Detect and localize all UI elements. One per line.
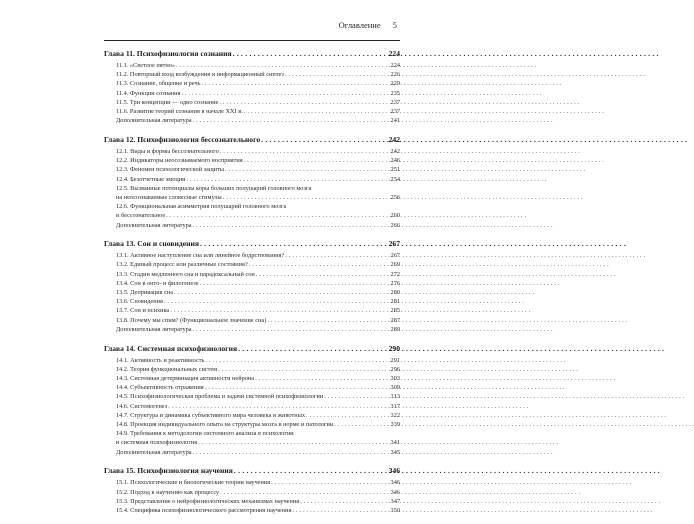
toc-entry[interactable] <box>104 98 400 107</box>
toc-entry-label: 11.3. Сознание, общение и речь <box>116 80 201 88</box>
dot-leader <box>292 506 389 515</box>
dot-leader <box>202 79 390 88</box>
toc-entry-page: 341 <box>390 439 400 447</box>
toc-entry[interactable] <box>104 61 400 70</box>
toc-entry[interactable] <box>104 107 400 116</box>
chapter-title: Глава 12. Психофизиология бессознательного <box>104 134 261 144</box>
dot-leader <box>205 383 390 392</box>
dot-leader <box>324 392 389 401</box>
toc-entry-page: 224 <box>390 62 400 69</box>
toc-entry-label: 13.7. Сон и психика <box>116 307 170 315</box>
toc-entry-label: 11.1. «Светлое пятно» <box>116 62 176 69</box>
toc-entry-page: 313 <box>390 393 400 401</box>
toc-entry-label: 13.4. Сон в онто- и филогенезе <box>116 279 199 287</box>
toc-entry[interactable] <box>104 316 400 325</box>
chapter-heading[interactable] <box>104 48 400 60</box>
chapter-title: Глава 15. Психофизиология научения <box>104 466 233 476</box>
toc-entry-label: 12.2. Индикаторы неосознаваемого восприятия <box>116 157 243 165</box>
toc-entry-page: 281 <box>390 298 400 306</box>
dot-leader <box>166 211 389 220</box>
toc-entry-page: 346 <box>390 479 400 487</box>
toc-entry[interactable] <box>104 79 400 88</box>
toc-entry-label: 11.4. Функции сознания <box>116 89 181 97</box>
dot-leader <box>223 193 390 202</box>
toc-entry[interactable] <box>104 478 400 487</box>
toc-further-reading[interactable] <box>104 221 400 230</box>
toc-entry[interactable] <box>104 156 400 165</box>
toc-entry[interactable] <box>104 506 400 515</box>
dot-leader <box>267 316 389 325</box>
toc-entry-continuation: и системная психофизиология <box>116 439 198 447</box>
dot-leader <box>244 107 390 116</box>
toc-chapter <box>104 48 400 125</box>
toc-entry-page: 251 <box>390 166 400 174</box>
dot-leader <box>187 175 390 184</box>
toc-entry-label: 11.6. Развитие теорий сознания в начале XXI в. <box>116 108 243 116</box>
toc-entry-line[interactable]: 14.9. Требования к методологии системного анализа в психологии <box>116 430 294 438</box>
toc-entry[interactable] <box>104 165 400 174</box>
toc-entry-label: 13.3. Стадии медленного сна и парадоксальный сон <box>116 270 255 278</box>
chapter-page: 290 <box>388 343 400 353</box>
dot-leader <box>198 438 389 447</box>
dot-leader <box>205 356 389 365</box>
toc-entry-page: 287 <box>390 316 400 324</box>
chapter-title: Глава 14. Системная психофизиология <box>104 343 238 353</box>
dot-leader <box>225 165 390 174</box>
toc-entry-label: 14.5. Психофизиологическая проблема и задачи системной психофизиологии <box>116 393 324 401</box>
chapter-page: 242 <box>388 134 400 144</box>
chapter-title: Глава 13. Сон и сновидения <box>104 239 199 249</box>
toc-entry-label: 13.8. Почему мы спим? (Функциональное значение сна) <box>116 316 267 324</box>
chapter-title: Глава 11. Психофизиология сознания <box>104 49 232 58</box>
toc-entry-page: 347 <box>390 497 400 505</box>
toc-entry-label: 14.7. Структура и динамика субъективного мира человека и животных <box>116 411 305 419</box>
dot-leader <box>193 325 390 334</box>
toc-entry-label: 12.1. Виды и формы бессознательного <box>116 147 219 155</box>
toc-entry-label: 11.2. Повторный вход возбуждения и информационный синтез <box>116 71 284 79</box>
toc-entry-label: 13.1. Активное наступление сна или линейное бодрствования? <box>116 252 285 260</box>
dot-leader <box>193 221 390 230</box>
toc-entry-page: 346 <box>390 488 400 496</box>
toc-entry[interactable] <box>104 356 400 365</box>
toc-entry-page: 289 <box>390 325 400 333</box>
toc-entry[interactable] <box>104 383 400 392</box>
toc-entry-label: 14.2. Теория функциональных систем <box>116 365 218 373</box>
toc-entry-continuation: на неосознаваемые словесные стимулы <box>116 193 222 201</box>
toc-entry-label: 15.3. Представление о нейрофизиологических механизмах научения <box>116 497 300 505</box>
toc-entry[interactable] <box>104 497 400 506</box>
toc-entry-label: Дополнительная литература <box>116 221 192 229</box>
toc-entry-page: 237 <box>390 98 400 106</box>
toc-entry-label: 14.3. Системная детерминация активности нейрона <box>116 374 255 382</box>
dot-leader <box>193 116 390 125</box>
dot-leader <box>174 288 389 297</box>
dot-leader <box>234 465 388 477</box>
toc-entry[interactable] <box>104 306 400 315</box>
toc-entry[interactable] <box>104 420 400 429</box>
toc-entry-page: 229 <box>390 80 400 88</box>
running-header-title: Оглавление <box>338 20 381 30</box>
toc-entry[interactable] <box>104 175 400 184</box>
toc-entry[interactable] <box>104 260 400 269</box>
toc-entry[interactable] <box>104 438 400 447</box>
toc-entry-page: 317 <box>390 402 400 410</box>
toc-entry[interactable] <box>104 392 400 401</box>
toc-entry-page: 269 <box>390 261 400 269</box>
toc-entry-page: 246 <box>390 157 400 165</box>
toc-further-reading[interactable] <box>104 325 400 334</box>
toc-entry-page: 280 <box>390 289 400 297</box>
dot-leader <box>164 297 390 306</box>
toc-chapter <box>104 134 400 230</box>
toc-entry-page: 260 <box>390 212 400 220</box>
toc-entry-page: 242 <box>390 147 400 155</box>
dot-leader <box>170 306 389 315</box>
dot-leader <box>168 402 389 411</box>
toc-entry[interactable] <box>104 89 400 98</box>
toc-entry[interactable] <box>104 411 400 420</box>
toc-entry-line[interactable]: 12.5. Вызванные потенциалы коры больших полушарий головного мозга <box>116 184 312 192</box>
toc-entry-label: 12.3. Феномен психологической защиты <box>116 166 225 174</box>
toc-entry-page: 296 <box>390 365 400 373</box>
dot-leader <box>244 156 390 165</box>
dot-leader <box>285 70 390 79</box>
dot-leader <box>249 260 390 269</box>
toc-entry-label: 14.8. Проекция индивидуального опыта на структуры мозга в норме и патологии <box>116 421 334 428</box>
chapter-page: 267 <box>388 239 400 249</box>
toc-entry-label: 11.5. Три концепции — одно сознание <box>116 98 219 106</box>
toc-entry-page: 266 <box>390 221 400 229</box>
toc-entry-page: 256 <box>390 193 400 201</box>
chapter-heading[interactable] <box>104 238 400 250</box>
toc-entry-label: 13.2. Единый процесс или различные состояния? <box>116 261 248 269</box>
chapter-page: 346 <box>388 466 400 476</box>
toc-chapter <box>104 465 400 515</box>
chapter-heading[interactable] <box>104 343 400 355</box>
dot-leader <box>200 238 388 250</box>
toc-entry-page: 276 <box>390 279 400 287</box>
toc-entry-page: 291 <box>390 356 400 364</box>
dot-leader <box>271 478 389 487</box>
toc-entry-label: 12.4. Безотчетные эмоции <box>116 175 186 183</box>
dot-leader <box>220 147 390 156</box>
dot-leader <box>238 343 388 355</box>
dot-leader <box>218 365 389 374</box>
toc-entry-label: 14.1. Активность и реактивность <box>116 356 205 364</box>
toc-entry-label: 15.2. Подход к научению как процессу <box>116 488 220 496</box>
toc-entry-page: 237 <box>390 108 400 116</box>
toc-entry[interactable] <box>104 488 400 497</box>
toc-entry[interactable] <box>104 279 400 288</box>
toc-entry-page: 241 <box>390 117 400 125</box>
chapter-heading[interactable] <box>104 465 400 477</box>
toc-entry[interactable] <box>104 70 400 79</box>
dot-leader <box>181 89 389 98</box>
toc-chapter <box>104 238 400 334</box>
toc-entry-continuation: и бессознательное <box>116 212 166 220</box>
running-header <box>339 20 397 30</box>
toc-entry-page: 339 <box>390 421 400 428</box>
toc-entry[interactable] <box>104 270 400 279</box>
toc-entry-page: 226 <box>390 71 400 79</box>
toc-entry-label: 14.6. Системогенез <box>116 402 168 410</box>
chapter-page: 224 <box>388 49 400 58</box>
dot-leader <box>255 374 389 383</box>
chapter-heading[interactable] <box>104 134 400 146</box>
toc-entry-line[interactable]: 12.6. Функциональная асимметрия полушарий головного мозга <box>116 203 287 211</box>
toc-entry-page: 350 <box>390 506 400 514</box>
toc-entry-page: 309 <box>390 384 400 392</box>
toc-entry-label: Дополнительная литература <box>116 117 192 125</box>
toc-entry-label: Дополнительная литература <box>116 325 192 333</box>
toc-entry-label: 15.4. Специфика психофизиологического рассмотрения научения <box>116 506 292 514</box>
toc-entry[interactable] <box>104 402 400 411</box>
toc-entry-page: 285 <box>390 307 400 315</box>
dot-leader <box>200 279 390 288</box>
toc-entry-label: Дополнительная литература <box>116 448 192 456</box>
toc-entry-page: 267 <box>390 252 400 260</box>
toc-entry[interactable] <box>104 374 400 383</box>
toc-entry[interactable] <box>104 365 400 374</box>
toc-further-reading[interactable] <box>104 448 400 457</box>
table-of-contents <box>104 48 400 524</box>
toc-entry-label: 15.1. Психологические и биологические теории научения <box>116 479 271 487</box>
dot-leader <box>334 420 389 429</box>
toc-entry-label: 13.5. Депривация сна <box>116 289 174 297</box>
toc-further-reading[interactable] <box>104 116 400 125</box>
dot-leader <box>300 497 389 506</box>
dot-leader <box>285 251 389 260</box>
page-number: 5 <box>392 20 397 30</box>
toc-entry-label: 14.4. Субъективность отражения <box>116 384 204 392</box>
toc-entry-page: 345 <box>390 448 400 456</box>
dot-leader <box>176 61 390 70</box>
dot-leader <box>261 134 387 146</box>
toc-entry[interactable] <box>104 193 400 202</box>
toc-entry-label: 13.6. Сновидения <box>116 298 163 306</box>
toc-entry-page: 235 <box>390 89 400 97</box>
dot-leader <box>219 98 389 107</box>
toc-entry-page: 303 <box>390 374 400 382</box>
dot-leader <box>233 48 388 60</box>
dot-leader <box>256 270 390 279</box>
toc-chapter <box>104 343 400 457</box>
toc-entry[interactable] <box>104 211 400 220</box>
toc-entry[interactable] <box>104 288 400 297</box>
header-rule <box>104 40 400 41</box>
toc-entry-page: 322 <box>390 411 400 419</box>
toc-entry[interactable] <box>104 297 400 306</box>
toc-entry-page: 272 <box>390 270 400 278</box>
dot-leader <box>220 488 389 497</box>
toc-entry-page: 254 <box>390 175 400 183</box>
dot-leader <box>306 411 390 420</box>
toc-entry[interactable] <box>104 251 400 260</box>
toc-entry[interactable] <box>104 147 400 156</box>
dot-leader <box>193 448 390 457</box>
